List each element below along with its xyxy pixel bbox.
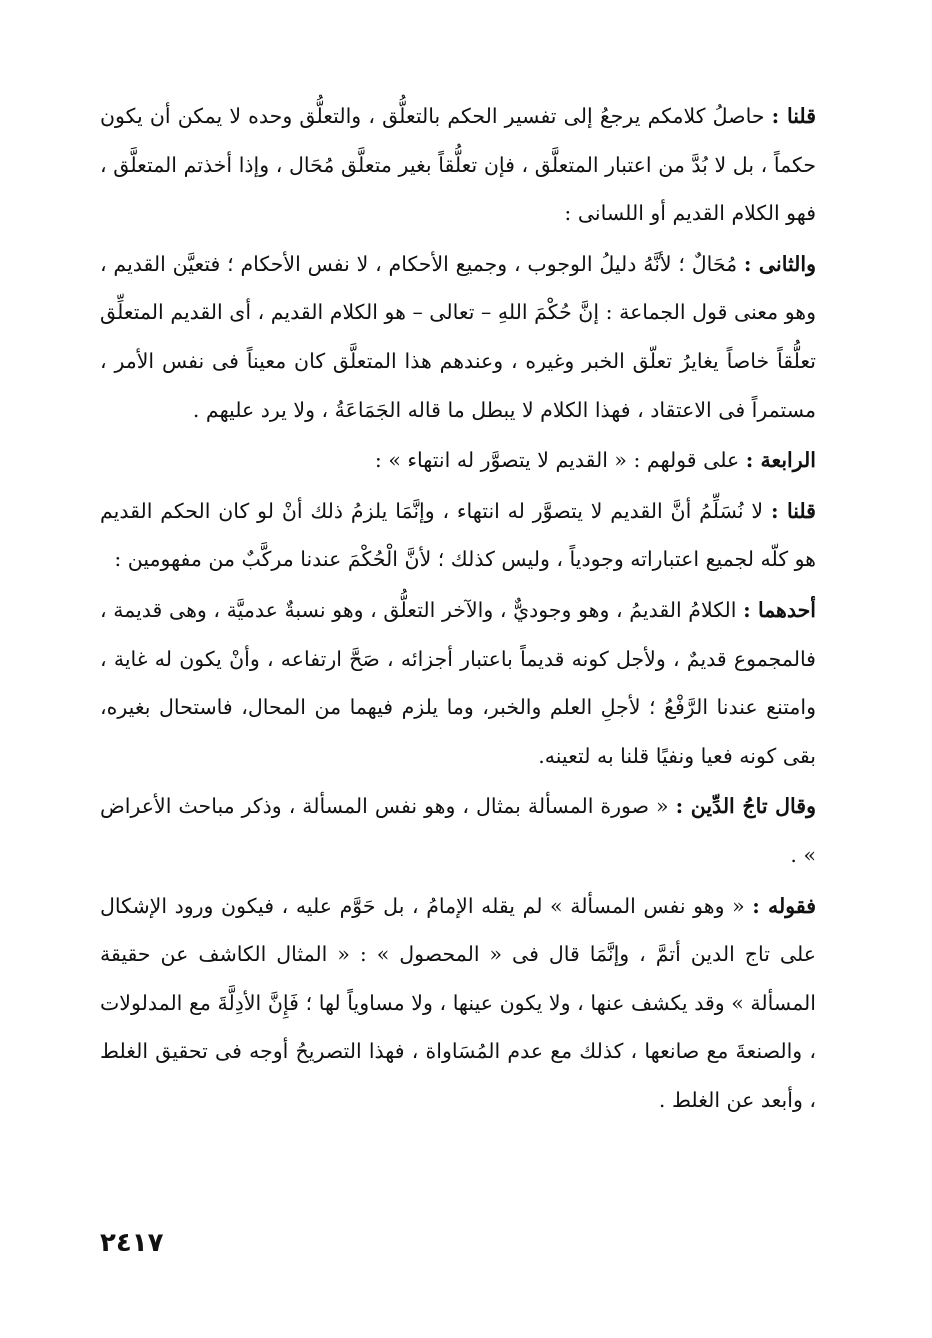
- paragraph-text: مُحَالٌ ؛ لأنَّهُ دليلُ الوجوب ، وجميع الأحكام ، لا نفس الأحكام ؛ فتعيَّن القديم ، وهو معنى قول الجماعة : إنَّ حُكْمَ اللهِ – تعالى – هو الكلام القديم ، أى القديم المتعلِّق تعلُّقاً خاصاً يغايرُ تعلّق الخبر وغيره ، وعندهم هذا المتعلَّق كان معيناً فى نفس الأمر ، مستمراً فى الاعتقاد ، فهذا الكلام لا يبطل ما قاله الجَمَاعَةُ ، ولا يرد عليهم .: [100, 251, 816, 422]
- paragraph-text: « صورة المسألة بمثال ، وهو نفس المسألة ، وذكر مباحث الأعراض » .: [100, 794, 816, 867]
- paragraph-lead: والثانى :: [743, 251, 816, 276]
- page-number: ٢٤١٧: [100, 1228, 164, 1258]
- paragraph-5: [100, 586, 816, 780]
- paragraph-text: على قولهم : « القديم لا يتصوَّر له انتهاء » :: [374, 448, 746, 473]
- paragraph-text: حاصلُ كلامكم يرجعُ إلى تفسير الحكم بالتعلُّق ، والتعلُّق وحده لا يمكن أن يكون حكماً ، بل لا بُدَّ من اعتبار المتعلَّق ، فإن تعلُّقاً بغير متعلَّق مُحَال ، وإذا أخذتم المتعلَّق ، فهو الكلام القديم أو اللسانى :: [100, 104, 816, 226]
- paragraph-lead: الرابعة :: [745, 448, 816, 473]
- paragraph-4: [100, 487, 816, 584]
- paragraph-3: [100, 436, 816, 485]
- paragraph-lead: أحدهما :: [743, 597, 816, 622]
- paragraph-7: [100, 882, 816, 1125]
- paragraph-2: [100, 240, 816, 434]
- paragraph-text: « وهو نفس المسألة » لم يقله الإمامُ ، بل حَوَّم عليه ، فيكون ورود الإشكال على تاج الدين أتمَّ ، وإنَّمَا قال فى « المحصول » : « المثال الكاشف عن حقيقة المسألة » وقد يكشف عنها ، ولا يكون عينها ، ولا مساوياً لها ؛ فَإِنَّ الأدِلَّةَ مع المدلولات ، والصنعةَ مع صانعها ، كذلك مع عدم المُسَاواة ، فهذا التصريحُ أوجه فى تحقيق الغلط ، وأبعد عن الغلط .: [100, 893, 816, 1112]
- paragraph-1: [100, 92, 816, 238]
- paragraph-lead: وقال تاجُ الدِّين :: [675, 794, 817, 819]
- paragraph-text: الكلامُ القديمُ ، وهو وجوديٌّ ، والآخر التعلُّق ، وهو نسبةٌ عدميَّة ، وهى قديمة ، فالمجموع قديمٌ ، ولأجل كونه قديماً باعتبار أجزائه ، صَحَّ ارتفاعه ، وأنْ يكون له غاية ، وامتنع عندنا الرَّفْعُ ؛ لأجلِ العلم والخبر، وما يلزم فيهما من المحال، فاستحال بغيره، بقى كونه فعيا ونفيًا قلنا به لتعينه.: [100, 597, 816, 768]
- page-body: [100, 92, 816, 1124]
- paragraph-6: [100, 782, 816, 879]
- paragraph-lead: فقوله :: [752, 893, 817, 918]
- paragraph-text: لا نُسَلِّمُ أنَّ القديم لا يتصوَّر له انتهاء ، وإنَّمَا يلزمُ ذلك أنْ لو كان الحكم القديم هو كلّه لجميع اعتباراته وجودياً ، وليس كذلك ؛ لأنَّ الْحُكْمَ عندنا مركَّبٌ من مفهومين :: [100, 498, 816, 572]
- paragraph-lead: قلنا :: [770, 498, 816, 523]
- paragraph-lead: قلنا :: [771, 104, 816, 128]
